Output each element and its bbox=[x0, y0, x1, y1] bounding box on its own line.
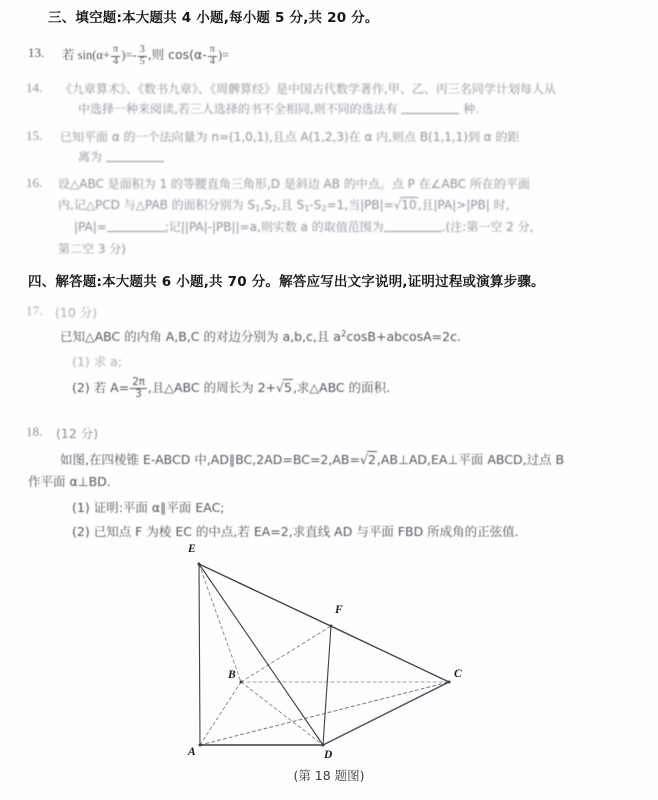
figure-hidden-edges bbox=[199, 564, 449, 745]
figure-edge-EA bbox=[199, 564, 200, 745]
q17-stem-b: cosB+abcosA=2c. bbox=[346, 329, 461, 344]
question-18-part-2 bbox=[72, 522, 519, 540]
figure-edge-BF bbox=[241, 626, 331, 682]
q13-frac3-denominator: 4 bbox=[208, 56, 217, 68]
figure-vertex-dot-C bbox=[448, 681, 451, 684]
figure-label-D: D bbox=[324, 749, 333, 761]
figure-vertex-dot-D bbox=[322, 744, 325, 747]
q13-expr-c: ,则 cos(α- bbox=[147, 47, 207, 63]
q17-part2-frac-denominator: 3 bbox=[130, 388, 147, 400]
figure-edge-AB bbox=[200, 682, 241, 745]
figure-18-svg bbox=[150, 548, 510, 763]
q16-sqrt-symbol: √ bbox=[393, 198, 402, 212]
question-16-line-2 bbox=[58, 196, 509, 213]
question-16-line-3 bbox=[74, 218, 533, 235]
question-17-part-1 bbox=[72, 352, 122, 370]
question-17-stem bbox=[60, 327, 461, 345]
q17-part2-text-b: ,且△ABC 的周长为 2+ bbox=[147, 380, 277, 396]
section-heading-fill-in-blank: 三、填空题:本大题共 4 小题,每小题 5 分,共 20 分。 bbox=[48, 10, 379, 26]
question-number-16: 16. bbox=[26, 175, 43, 190]
figure-vertex-dot-B bbox=[240, 681, 243, 684]
figure-caption: (第 18 题图) bbox=[293, 768, 365, 783]
figure-edge-DC bbox=[323, 682, 449, 745]
figure-vertex-dot-E bbox=[198, 563, 201, 566]
q16-l3a: |PA|= bbox=[74, 220, 107, 234]
q16-sub-s1b: 1 bbox=[304, 203, 310, 214]
question-14-line-2 bbox=[78, 100, 479, 117]
question-number-18: 18. bbox=[26, 424, 43, 439]
question-18-points: (12 分) bbox=[56, 426, 99, 441]
question-body-13 bbox=[62, 45, 229, 67]
q18-stem-a: 如图,在四棱锥 E-ABCD 中,AD∥BC,2AD=BC=2,AB= bbox=[60, 452, 360, 467]
q13-frac1-numerator: π bbox=[113, 44, 119, 55]
figure-vertex-dots bbox=[198, 563, 451, 747]
q16-sub-s2b: 2 bbox=[321, 203, 327, 214]
q17-radicand: 5 bbox=[283, 380, 292, 396]
q16-l2c: ,且 S bbox=[276, 198, 305, 212]
q17-part1-text: 求 a; bbox=[93, 354, 123, 369]
question-18-stem-line-2: 作平面 α⊥BD. bbox=[28, 474, 111, 489]
q14-answer-blank bbox=[401, 102, 459, 114]
figure-edge-FC bbox=[331, 626, 449, 682]
figure-label-C: C bbox=[454, 668, 462, 680]
q16-l2e: =1,当|PB|= bbox=[326, 198, 394, 212]
q16-answer-blank-2 bbox=[384, 220, 442, 232]
q13-frac2-numerator: 3 bbox=[139, 44, 145, 55]
q18-radicand: 2 bbox=[367, 452, 376, 467]
question-16-line-4: 第二空 3 分) bbox=[58, 242, 126, 256]
q17-part1-label: (1) bbox=[72, 354, 90, 369]
q16-l2d: -S bbox=[309, 198, 322, 212]
q16-l2b: ,S bbox=[260, 198, 272, 212]
q17-part2-text-c: ,求△ABC 的面积. bbox=[292, 380, 391, 396]
q13-expr-a: sin(α+ bbox=[77, 48, 110, 63]
q18-sqrt-symbol: √ bbox=[359, 452, 368, 467]
figure-edge-EF bbox=[199, 564, 331, 626]
q18-stem-b: ,AB⊥AD,EA⊥平面 ABCD,过点 B bbox=[376, 452, 565, 467]
figure-edge-AC bbox=[200, 682, 449, 745]
q16-l3b: ;记||PA|-|PB||=a,则实数 a 的取值范围为 bbox=[164, 220, 384, 234]
q13-frac2-denominator: 5 bbox=[139, 55, 145, 67]
q18-part1-text: 证明:平面 α∥平面 EAC; bbox=[93, 500, 225, 515]
q16-l2a: 内,记△PCD 与△PAB 的面积分别为 S bbox=[58, 198, 256, 212]
q13-fraction-2 bbox=[138, 45, 147, 67]
q13-frac1-denominator: 4 bbox=[111, 56, 120, 68]
question-15-line-1: 已知平面 α 的一个法向量为 n=(1,0,1),且点 A(1,2,3)在 α 内,则点 B(1,1,1)到 α 的距 bbox=[60, 130, 520, 144]
figure-visible-edges bbox=[199, 564, 449, 745]
question-16-line-1: 设△ABC 是面积为 1 的等腰直角三角形,D 是斜边 AB 的中点。点 P 在∠ABC 所在的平面 bbox=[58, 177, 530, 191]
question-17-part-2 bbox=[72, 377, 390, 399]
q13-frac3-numerator: π bbox=[209, 44, 215, 55]
figure-label-B: B bbox=[228, 669, 236, 681]
q17-part2-fraction bbox=[130, 377, 147, 399]
q13-lead: 若 bbox=[62, 47, 75, 63]
question-14-line-1: 《九章算术》、《数书九章》、《周髀算经》是中国古代数学著作,甲、乙、丙三名同学计划每人从 bbox=[60, 82, 556, 96]
figure-vertex-dot-F bbox=[330, 625, 333, 628]
q17-sqrt-symbol: √ bbox=[276, 380, 284, 396]
q14-unit: 种. bbox=[463, 102, 480, 116]
q16-sub-s1: 1 bbox=[255, 203, 261, 214]
q17-stem-a: 已知△ABC 的内角 A,B,C 的对边分别为 a,b,c,且 a bbox=[60, 329, 341, 344]
question-number-17: 17. bbox=[26, 303, 43, 318]
q16-answer-blank-1 bbox=[107, 220, 165, 232]
question-number-15: 15. bbox=[26, 128, 43, 143]
q15-line2-text: 离为 bbox=[78, 150, 103, 164]
q13-fraction-3 bbox=[208, 45, 217, 67]
q18-part2-text: 已知点 F 为棱 EC 的中点,若 EA=2,求直线 AD 与平面 FBD 所成角的正弦值. bbox=[93, 524, 519, 539]
q18-part2-label: (2) bbox=[72, 524, 90, 539]
figure-label-A: A bbox=[188, 746, 196, 758]
q18-part1-label: (1) bbox=[72, 500, 90, 515]
q17-part2-label: (2) bbox=[72, 380, 90, 396]
figure-edge-FD bbox=[323, 626, 331, 745]
section-heading-solve: 四、解答题:本大题共 6 小题,共 70 分。解答应写出文字说明,证明过程或演算步骤。 bbox=[28, 274, 545, 290]
figure-edge-BD bbox=[241, 682, 323, 745]
question-15-line-2 bbox=[78, 148, 164, 165]
figure-vertex-dot-A bbox=[199, 744, 202, 747]
question-number-13: 13. bbox=[28, 45, 45, 60]
question-17-points: (10 分) bbox=[55, 305, 98, 320]
figure-18-pyramid bbox=[150, 543, 510, 763]
q16-sub-s2: 2 bbox=[271, 203, 277, 214]
q17-part2-text-a: 若 A= bbox=[93, 380, 130, 396]
q13-fraction-1 bbox=[111, 45, 120, 67]
q16-radicand: 10 bbox=[401, 198, 417, 212]
q13-expr-b: )=- bbox=[121, 48, 137, 63]
question-18-part-1 bbox=[72, 498, 225, 516]
q15-answer-blank bbox=[106, 150, 164, 162]
q17-stem-exponent: 2 bbox=[340, 329, 347, 340]
figure-label-F: F bbox=[335, 604, 343, 616]
q13-expr-d: )= bbox=[217, 48, 230, 63]
figure-edge-EB bbox=[199, 564, 241, 682]
question-number-14: 14. bbox=[26, 80, 43, 95]
q14-line2-text: 中选择一种来阅读,若三人选择的书不全相同,则不同的选法有 bbox=[78, 102, 398, 116]
q16-l2f: ,且|PA|>|PB| 时, bbox=[417, 198, 510, 212]
q17-part2-frac-numerator: 2π bbox=[132, 376, 145, 388]
figure-label-E: E bbox=[188, 543, 196, 555]
q16-l3c: .(注:第一空 2 分, bbox=[441, 220, 534, 234]
question-18-stem-line-1 bbox=[60, 450, 564, 468]
